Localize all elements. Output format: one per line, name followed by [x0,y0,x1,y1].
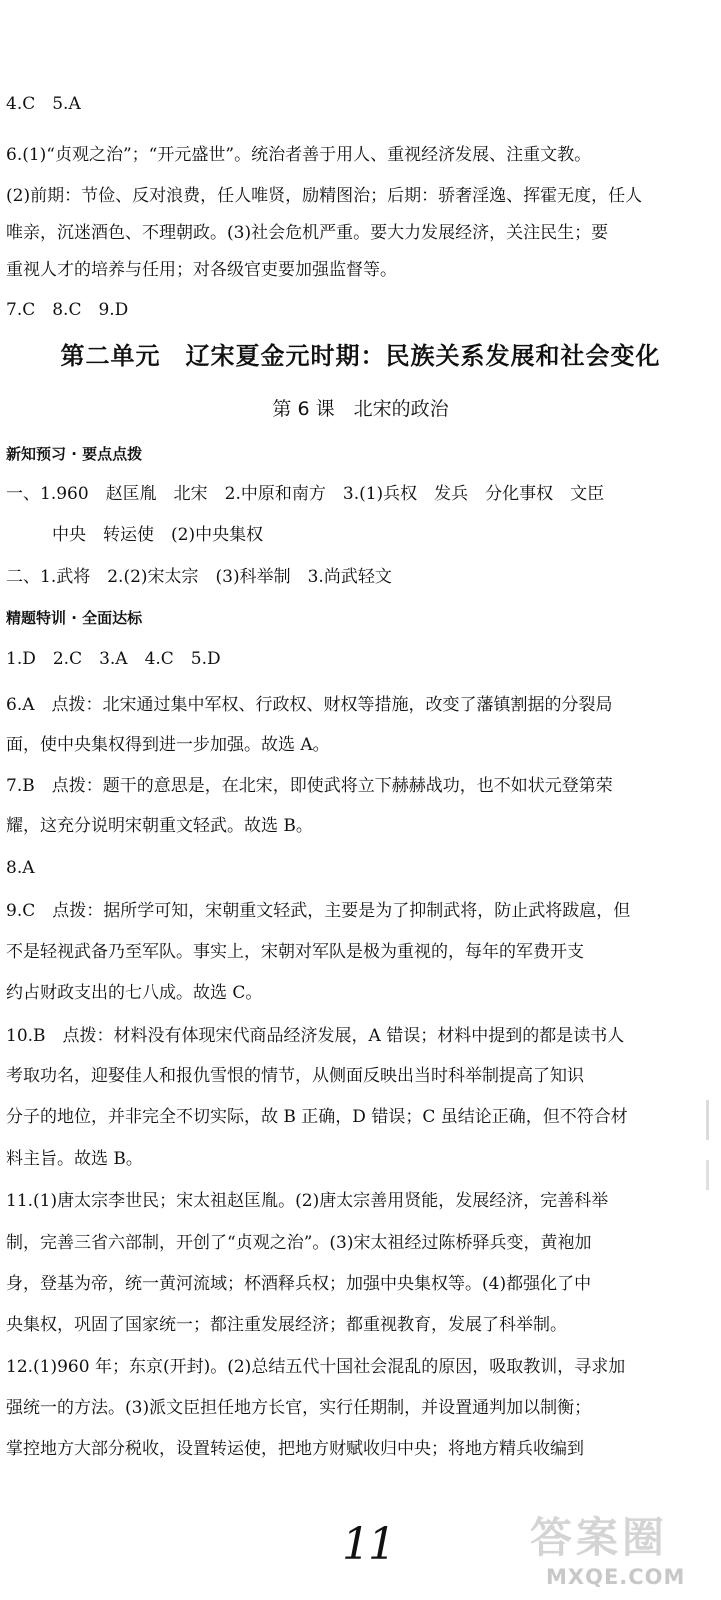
section-heading-preview: 新知预习 · 要点点拨 [6,445,143,463]
text-line: (2)前期：节俭、反对浪费，任人唯贤，励精图治；后期：骄奢淫逸、挥霍无度，任人 [6,186,643,206]
text-line: 不是轻视武备乃至军队。事实上，宋朝对军队是极为重视的，每年的军费开支 [6,942,584,962]
text-line: 耀，这充分说明宋朝重文轻武。故选 B。 [6,816,313,836]
text-line: 8.A [6,858,35,878]
text-line: 6.(1)“贞观之治”；“开元盛世”。统治者善于用人、重视经济发展、注重文教。 [6,145,592,165]
text-line: 身，登基为帝，统一黄河流域；杯酒释兵权；加强中央集权等。(4)都强化了中 [6,1274,592,1294]
unit-title: 第二单元 辽宋夏金元时期：民族关系发展和社会变化 [60,342,661,370]
text-line: 面，使中央集权得到进一步加强。故选 A。 [6,735,330,755]
page-number: 11 [342,1519,394,1570]
text-line: 二、1.武将 2.(2)宋太宗 (3)科举制 3.尚武轻文 [6,567,392,587]
text-line: 一、1.960 赵匡胤 北宋 2.中原和南方 3.(1)兵权 发兵 分化事权 文臣 [6,484,605,504]
text-line: 约占财政支出的七八成。故选 C。 [6,983,263,1003]
text-line: 1.D 2.C 3.A 4.C 5.D [6,649,221,669]
watermark-site: MXQE.COM [546,1565,686,1589]
text-line: 料主旨。故选 B。 [6,1149,143,1169]
section-heading-practice: 精题特训 · 全面达标 [6,609,143,627]
text-line: 12.(1)960 年；东京(开封)。(2)总结五代十国社会混乱的原因，吸取教训，寻求加 [6,1357,626,1377]
text-line: 考取功名，迎娶佳人和报仇雪恨的情节，从侧面反映出当时科举制提高了知识 [6,1066,584,1086]
text-line: 重视人才的培养与任用；对各级官吏要加强监督等。 [6,260,397,280]
scan-edge-mark [706,1100,709,1140]
text-line: 4.C 5.A [6,94,81,114]
text-line: 9.C 点拨：据所学可知，宋朝重文轻武，主要是为了抑制武将，防止武将跋扈，但 [6,901,631,921]
lesson-title: 第 6 课 北宋的政治 [272,398,449,420]
text-line: 7.B 点拨：题干的意思是，在北宋，即使武将立下赫赫战功，也不如状元登第荣 [6,776,613,796]
watermark [520,1505,716,1595]
scan-edge-mark [706,1160,709,1190]
text-line: 唯亲，沉迷酒色、不理朝政。(3)社会危机严重。要大力发展经济，关注民生；要 [6,223,609,243]
text-line: 制，完善三省六部制，开创了“贞观之治”。(3)宋太祖经过陈桥驿兵变，黄袍加 [6,1233,592,1253]
text-line: 掌控地方大部分税收，设置转运使，把地方财赋收归中央；将地方精兵收编到 [6,1439,584,1459]
text-line: 7.C 8.C 9.D [6,300,129,320]
text-line: 11.(1)唐太宗李世民；宋太祖赵匡胤。(2)唐太宗善用贤能，发展经济，完善科举 [6,1191,609,1211]
text-line: 中央 转运使 (2)中央集权 [52,525,264,545]
text-line: 强统一的方法。(3)派文臣担任地方长官，实行任期制，并设置通判加以制衡； [6,1398,592,1418]
text-line: 分子的地位，并非完全不切实际，故 B 正确，D 错误；C 虽结论正确，但不符合材 [6,1107,628,1127]
text-line: 央集权，巩固了国家统一；都注重发展经济；都重视教育，发展了科举制。 [6,1315,567,1335]
text-line: 6.A 点拨：北宋通过集中军权、行政权、财权等措施，改变了藩镇割据的分裂局 [6,695,613,715]
text-line: 10.B 点拨：材料没有体现宋代商品经济发展，A 错误；材料中提到的都是读书人 [6,1026,625,1046]
watermark-logo: 答案圈 [530,1513,669,1562]
